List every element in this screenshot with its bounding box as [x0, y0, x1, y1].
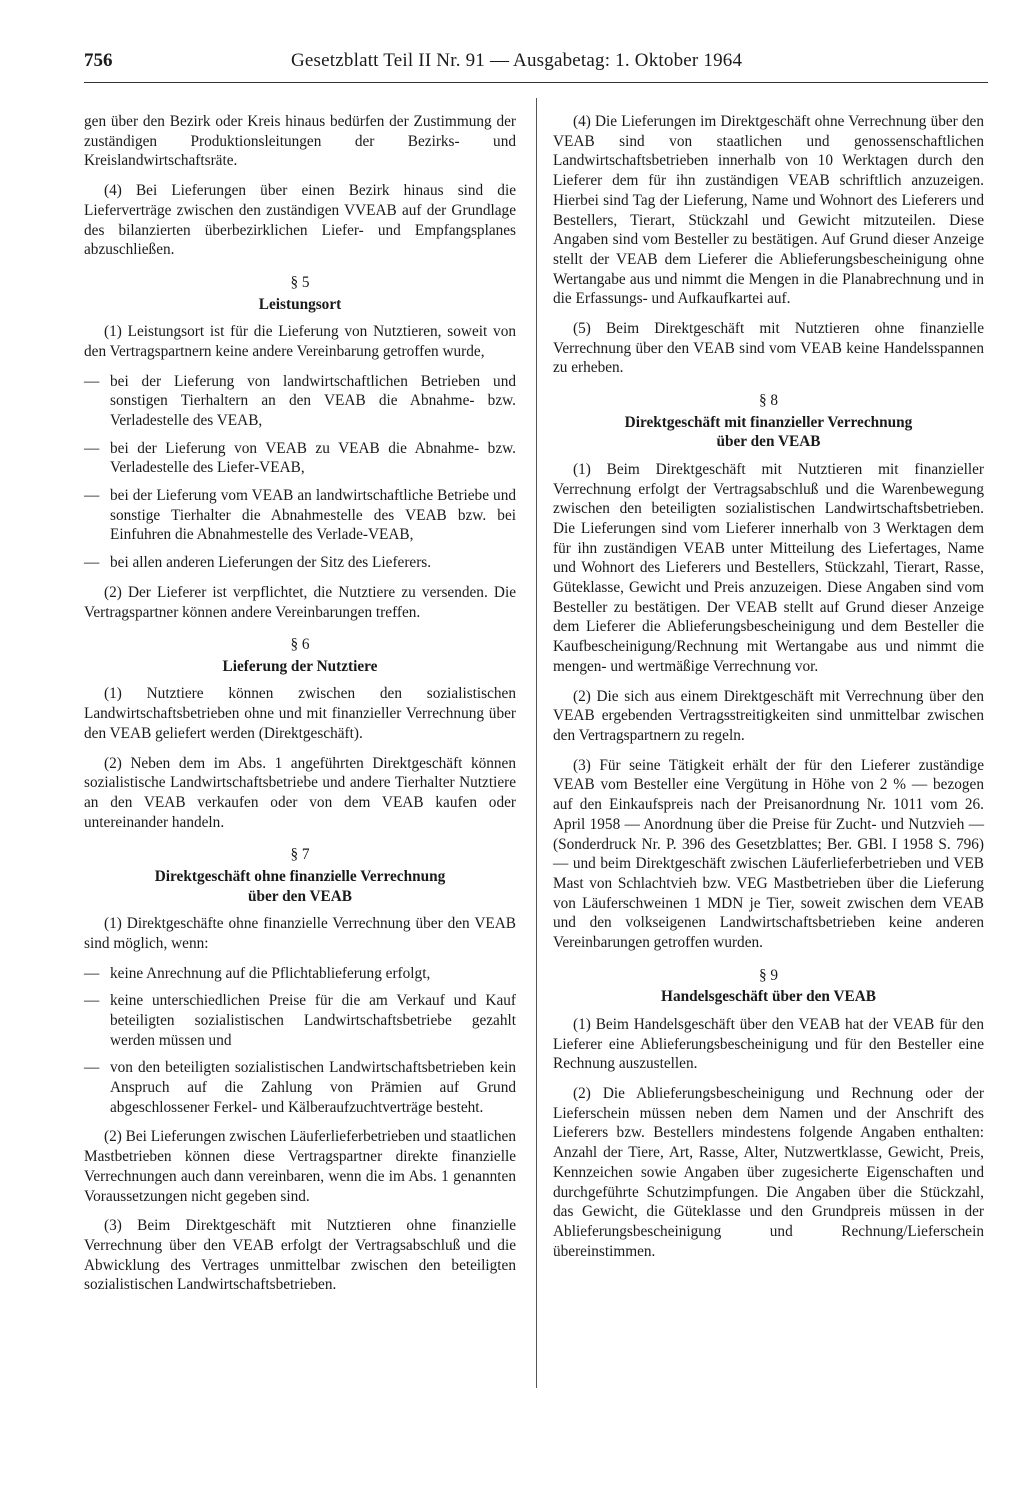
left-column: [84, 112, 516, 1305]
paragraph: (2) Neben dem im Abs. 1 angeführten Direktgeschäft können sozialistische Landwirtschaftsbetriebe und andere Tierhalter Nutztiere an den VEAB verkaufen oder von dem VEAB kaufen oder untereinander handeln.: [84, 754, 516, 831]
list-item: — bei der Lieferung vom VEAB an landwirtschaftliche Betriebe und sonstige Tierhalter die Abnahmestelle des VEAB bzw. bei Einfuhren die Abnahmestelle des Verlade-VEAB,: [84, 486, 516, 545]
paragraph: (1) Leistungsort ist für die Lieferung von Nutztieren, soweit von den Vertragspartnern keine andere Vereinbarung getroffen wurde,: [84, 323, 516, 360]
section-title: Lieferung der Nutztiere: [222, 657, 378, 675]
section-number: § 5: [290, 273, 310, 291]
section-title: [84, 867, 516, 906]
section-title: Handelsgeschäft über den VEAB: [661, 988, 876, 1006]
dash-list: [84, 372, 516, 573]
list-item: — keine unterschiedlichen Preise für die am Verkauf und Kauf beteiligten sozialistischen Landwirtschaftsbetriebe gezahlt werden müssen und: [84, 991, 516, 1050]
paragraph: (1) Direktgeschäfte ohne finanzielle Verrechnung über den VEAB sind möglich, wenn:: [84, 915, 516, 952]
list-item: — von den beteiligten sozialistischen Landwirtschaftsbetrieben kein Anspruch auf die Zahlung von Prämien auf Grund abgeschlossener Ferkel- und Kälberaufzuchtverträge besteht.: [84, 1058, 516, 1117]
list-item: — bei der Lieferung von VEAB zu VEAB die Abnahme- bzw. Verladestelle des Liefer-VEAB,: [84, 439, 516, 478]
paragraph: (2) Bei Lieferungen zwischen Läuferlieferbetrieben und staatlichen Mastbetrieben können diese Vertragspartner direkte finanzielle Verrechnungen auch dann vereinbaren, wenn die im Abs. 1 genannten Voraussetzungen nicht gegeben sind.: [84, 1128, 516, 1205]
paragraph: (2) Der Lieferer ist verpflichtet, die Nutztiere zu versenden. Die Vertragspartner können andere Vereinbarungen treffen.: [84, 583, 516, 621]
list-item: — bei der Lieferung von landwirtschaftlichen Betrieben und sonstigen Tierhaltern an den VEAB die Abnahme- bzw. Verladestelle des VEAB,: [84, 372, 516, 431]
header-rule: [84, 82, 988, 83]
right-column: [553, 112, 984, 1271]
section-title-line: über den VEAB: [248, 887, 352, 905]
dash-list: [84, 964, 516, 1118]
section-title-line: über den VEAB: [716, 433, 821, 451]
paragraph: (1) Nutztiere können zwischen den sozialistischen Landwirtschaftsbetrieben ohne und mit finanzieller Verrechnung über den VEAB geliefert werden (Direktgeschäft).: [84, 685, 516, 742]
paragraph: (3) Beim Direktgeschäft mit Nutztieren ohne finanzielle Verrechnung über den VEAB erfolgt der Vertragsabschluß und die Abwicklung des Vertrages unmittelbar zwischen den beteiligten sozialistischen Landwirtschaftsbetrieben.: [84, 1217, 516, 1294]
paragraph: (1) Beim Direktgeschäft mit Nutztieren mit finanzieller Verrechnung erfolgt der Vertragsabschluß und die Warenbewegung zwischen den beteiligten sozialistischen Landwirtschaftsbetrieben. Die Lieferungen sind vom Lieferer innerhalb von 3 Werktagen dem für ihn zuständigen VEAB unter Mitteilung des Liefertages, Name und Wohnort des Lieferers und Bestellers, Stückzahl, Tierart, Rasse, Güteklasse, Gewicht und Preis anzuzeigen. Diese Angaben sind vom Besteller zu bestätigen. Der VEAB stellt auf Grund dieser Anzeige dem Lieferer die Ablieferungsbescheinigung und dem Besteller die Kaufbescheinigung/Rechnung mit Wertangabe aus und nimmt die mengen- und wertmäßige Verrechnung vor.: [553, 460, 984, 675]
section-number: § 6: [290, 636, 310, 654]
section-title: [553, 413, 984, 452]
page-number: 756: [84, 50, 113, 71]
paragraph: (1) Beim Handelsgeschäft über den VEAB hat der VEAB für den Lieferer eine Ablieferungsbescheinigung und für den Besteller eine Rechnung auszustellen.: [553, 1015, 984, 1073]
section-title: Leistungsort: [258, 295, 342, 313]
section-title-line: Direktgeschäft mit finanzieller Verrechnung: [624, 413, 913, 431]
paragraph: (4) Bei Lieferungen über einen Bezirk hinaus sind die Lieferverträge zwischen den zuständigen VVEAB auf der Grundlage des bilanzierten überbezirklichen Liefer- und Empfangsplanes abzuschließen.: [84, 182, 516, 259]
paragraph: gen über den Bezirk oder Kreis hinaus bedürfen der Zustimmung der zuständigen Produktionsleitungen der Bezirks- und Kreislandwirtschaftsräte.: [84, 113, 516, 170]
list-item: — keine Anrechnung auf die Pflichtablieferung erfolgt,: [84, 964, 516, 984]
section-title-line: Direktgeschäft ohne finanzielle Verrechnung: [154, 868, 446, 886]
paragraph: (2) Die sich aus einem Direktgeschäft mit Verrechnung über den VEAB ergebenden Vertragsstreitigkeiten sind unmittelbar zwischen den Vertragspartnern zu regeln.: [553, 687, 984, 744]
section-number: § 9: [758, 966, 779, 984]
list-item: — bei allen anderen Lieferungen der Sitz des Lieferers.: [84, 553, 516, 573]
column-divider: [536, 98, 537, 1388]
section-number: § 7: [290, 846, 310, 864]
header-title: Gesetzblatt Teil II Nr. 91 — Ausgabetag: 1. Oktober 1964: [291, 50, 743, 71]
paragraph: (2) Die Ablieferungsbescheinigung und Rechnung oder der Lieferschein müssen neben dem Namen und der Anschrift des Lieferers bzw. Bestellers mindestens folgende Angaben enthalten: Anzahl der Tiere, Art, Rasse, Alter, Nutzwertklasse, Gewicht, Preis, Kennzeichen sowie Angaben über zugesicherte Eigenschaften und durchgeführte Schutzimpfungen. Die Angaben über die Stückzahl, das Gewicht, die Güteklasse und den Grundpreis müssen in der Ablieferungsbescheinigung und Rechnung/Lieferschein übereinstimmen.: [553, 1085, 984, 1260]
page-header: [84, 50, 1004, 80]
paragraph: (4) Die Lieferungen im Direktgeschäft ohne Verrechnung über den VEAB sind von staatlichen und genossenschaftlichen Landwirtschaftsbetrieben innerhalb von 10 Werktagen durch den Lieferer dem für ihn zuständigen VEAB schriftlich anzuzeigen. Hierbei sind Tag der Lieferung, Name und Wohnort des Lieferers und Bestellers, Tierart, Stückzahl und Gewicht mitzuteilen. Diese Angaben sind vom Besteller zu bestätigen. Auf Grund dieser Anzeige stellt der VEAB dem Lieferer die Ablieferungsbescheinigung ohne Wertangabe aus und nimmt die Mengen in die Planabrechnung und in die Erfassungs- und Aufkaufkartei auf.: [553, 113, 984, 308]
paragraph: (3) Für seine Tätigkeit erhält der für den Lieferer zuständige VEAB vom Besteller eine Vergütung in Höhe von 2 % — bezogen auf den Einkaufspreis nach der Preisanordnung Nr. 1011 vom 26. April 1958 — Anordnung über die Preise für Zucht- und Nutzvieh — (Sonderdruck Nr. P. 396 des Gesetzblattes; Ber. GBl. I 1958 S. 796) — und beim Direktgeschäft zwischen Läuferlieferbetrieben und VEB Mast von Schlachtvieh bzw. VEG Mastbetrieben über die Lieferung von Läuferschweinen 1 MDN je Tier, soweit zwischen dem VEAB und den volkseigenen Landwirtschaftsbetrieben keine anderen Vereinbarungen getroffen wurden.: [553, 756, 984, 952]
paragraph: (5) Beim Direktgeschäft mit Nutztieren ohne finanzielle Verrechnung über den VEAB sind vom VEAB keine Handelsspannen zu erheben.: [553, 320, 984, 377]
section-number: § 8: [758, 392, 779, 410]
